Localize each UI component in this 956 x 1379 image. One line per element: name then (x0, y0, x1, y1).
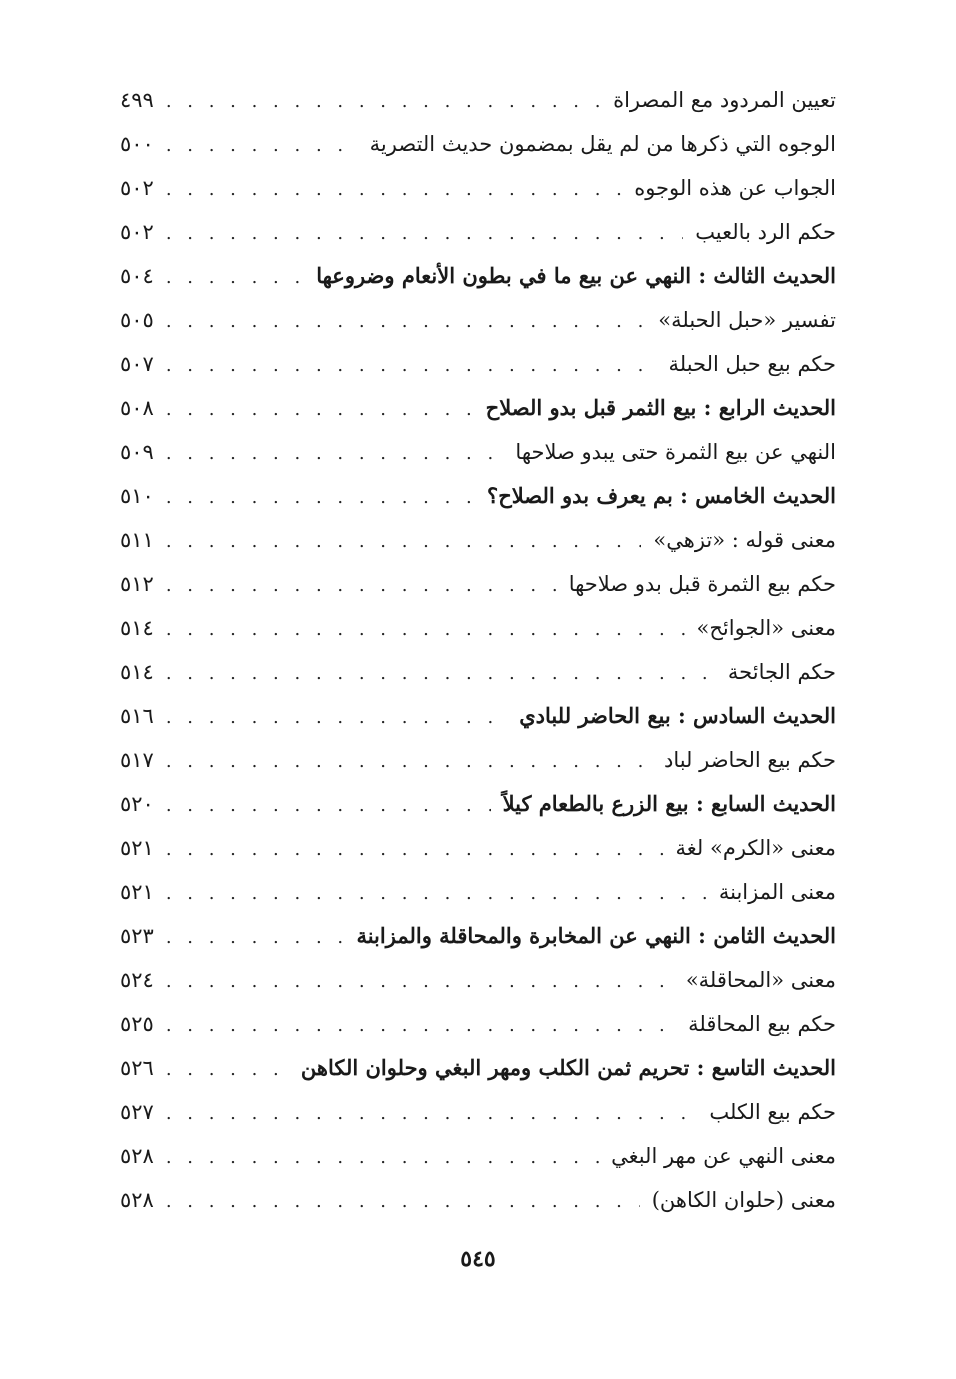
dot-leader (166, 1136, 599, 1180)
toc-entry-page: ٥١٢ (120, 572, 154, 596)
toc-entry-page: ٥١٠ (120, 484, 154, 508)
toc-entry-page: ٥١٧ (120, 748, 154, 772)
toc-entry-title: حكم بيع الكلب (709, 1100, 836, 1124)
toc-entry-page: ٥٠٨ (120, 396, 154, 420)
toc-entry (120, 958, 836, 1002)
dot-leader (166, 256, 304, 300)
toc-entry-title: معنى «الجوائح» (696, 616, 836, 640)
toc-entry-title: الحديث السابع : بيع الزرع بالطعام كيلاً (502, 791, 836, 816)
toc-entry-page: ٥٢٨ (120, 1144, 154, 1168)
toc-entry (120, 122, 836, 166)
dot-leader (166, 388, 474, 432)
toc-entry (120, 826, 836, 870)
toc-entry (120, 430, 836, 474)
toc-entry-title: الحديث الخامس : بم يعرف بدو الصلاح؟ (487, 483, 836, 508)
toc-section-heading (120, 1046, 836, 1090)
toc-entry-page: ٥٢٠ (120, 792, 154, 816)
toc-entry-page: ٥٠٩ (120, 440, 154, 464)
toc-entry-title: معنى المزابنة (718, 880, 836, 904)
toc-section-heading (120, 914, 836, 958)
toc-entry-page: ٥٢٣ (120, 924, 154, 948)
toc-entry-page: ٥٢١ (120, 836, 154, 860)
toc-entry-title: حكم بيع المحاقلة (688, 1012, 836, 1036)
toc-entry-title: حكم بيع حبل الحبلة (668, 352, 836, 376)
dot-leader (166, 652, 716, 696)
toc-entry-title: الجواب عن هذه الوجوه (634, 176, 836, 200)
toc-entry-title: حكم الجائحة (727, 660, 836, 684)
toc-entry-page: ٥١٤ (120, 616, 154, 640)
dot-leader (166, 80, 601, 124)
toc-entry-title: الحديث السادس : بيع الحاضر للبادي (519, 703, 836, 728)
toc-entry-title: معنى «المحاقلة» (685, 968, 836, 992)
toc-entry-page: ٥١٤ (120, 660, 154, 684)
dot-leader (166, 1092, 697, 1136)
dot-leader (166, 828, 664, 872)
dot-leader (166, 872, 707, 916)
toc-entry (120, 738, 836, 782)
toc-entry-title: معنى النهي عن مهر البغي (611, 1144, 836, 1168)
toc-entry (120, 562, 836, 606)
toc-entry (120, 342, 836, 386)
toc-section-heading (120, 782, 836, 826)
toc-entry-page: ٥١٦ (120, 704, 154, 728)
dot-leader (166, 1180, 640, 1224)
toc-entry-page: ٥٢٨ (120, 1188, 154, 1212)
dot-leader (166, 1048, 289, 1092)
toc-entry-page: ٥٠٠ (120, 132, 154, 156)
toc-entry-title: حكم بيع الحاضر لباد (663, 748, 836, 772)
toc-entry-title: الوجوه التي ذكرها من لم يقل بمضمون حديث التصرية (369, 132, 836, 156)
toc-entry-title: معنى «الكرم» لغة (675, 836, 836, 860)
toc-entry-page: ٥٠٧ (120, 352, 154, 376)
dot-leader (166, 432, 504, 476)
toc-entry-title: معنى قوله : «تزهي» (653, 528, 836, 552)
toc-section-heading (120, 254, 836, 298)
toc-entry (120, 298, 836, 342)
toc-entry-title: حكم الرد بالعيب (695, 220, 836, 244)
dot-leader (166, 696, 507, 740)
toc-entry (120, 650, 836, 694)
dot-leader (166, 1004, 676, 1048)
dot-leader (166, 344, 657, 388)
toc-entry-page: ٥٠٢ (120, 220, 154, 244)
toc-entry-title: الحديث الثامن : النهي عن المخابرة والمحاقلة والمزابنة (356, 923, 836, 948)
dot-leader (166, 740, 652, 784)
toc-section-heading (120, 386, 836, 430)
toc-entry-page: ٤٩٩ (120, 88, 154, 112)
toc-entry-page: ٥٠٢ (120, 176, 154, 200)
dot-leader (166, 300, 646, 344)
toc-entry-title: معنى (حلوان الكاهن) (651, 1188, 836, 1212)
dot-leader (166, 608, 685, 652)
toc-entry (120, 1178, 836, 1222)
dot-leader (166, 960, 674, 1004)
toc-entry (120, 1134, 836, 1178)
dot-leader (166, 476, 475, 520)
toc-section-heading (120, 474, 836, 518)
page-number: ٥٤٥ (460, 1246, 496, 1272)
toc-entry-page: ٥٢١ (120, 880, 154, 904)
toc-entry (120, 1090, 836, 1134)
toc-entry-page: ٥٢٥ (120, 1012, 154, 1036)
toc-entry (120, 518, 836, 562)
dot-leader (166, 520, 642, 564)
dot-leader (166, 916, 345, 960)
toc-entry-page: ٥٢٤ (120, 968, 154, 992)
toc-entry (120, 870, 836, 914)
toc-section-heading (120, 694, 836, 738)
dot-leader (166, 784, 491, 828)
toc-entry-title: حكم بيع الثمرة قبل بدو صلاحها (568, 572, 836, 596)
toc-entry (120, 166, 836, 210)
toc-entry (120, 1002, 836, 1046)
toc-entry (120, 606, 836, 650)
toc-entry-page: ٥٢٦ (120, 1056, 154, 1080)
toc-entry (120, 78, 836, 122)
table-of-contents (120, 78, 836, 1222)
toc-entry-title: الحديث التاسع : تحريم ثمن الكلب ومهر البغي وحلوان الكاهن (300, 1055, 836, 1080)
toc-entry-title: تعيين المردود مع المصراة (613, 88, 836, 112)
dot-leader (166, 212, 683, 256)
toc-entry (120, 210, 836, 254)
toc-entry-title: تفسير «حبل الحبلة» (658, 308, 836, 332)
dot-leader (166, 124, 358, 168)
toc-entry-title: النهي عن بيع الثمرة حتى يبدو صلاحها (515, 440, 836, 464)
toc-entry-page: ٥١١ (120, 528, 154, 552)
toc-entry-title: الحديث الرابع : بيع الثمر قبل بدو الصلاح (485, 395, 836, 420)
toc-entry-page: ٥٠٥ (120, 308, 154, 332)
dot-leader (166, 564, 557, 608)
dot-leader (166, 168, 622, 212)
toc-entry-page: ٥٠٤ (120, 264, 154, 288)
toc-entry-title: الحديث الثالث : النهي عن بيع ما في بطون الأنعام وضروعها (316, 263, 836, 288)
toc-entry-page: ٥٢٧ (120, 1100, 154, 1124)
